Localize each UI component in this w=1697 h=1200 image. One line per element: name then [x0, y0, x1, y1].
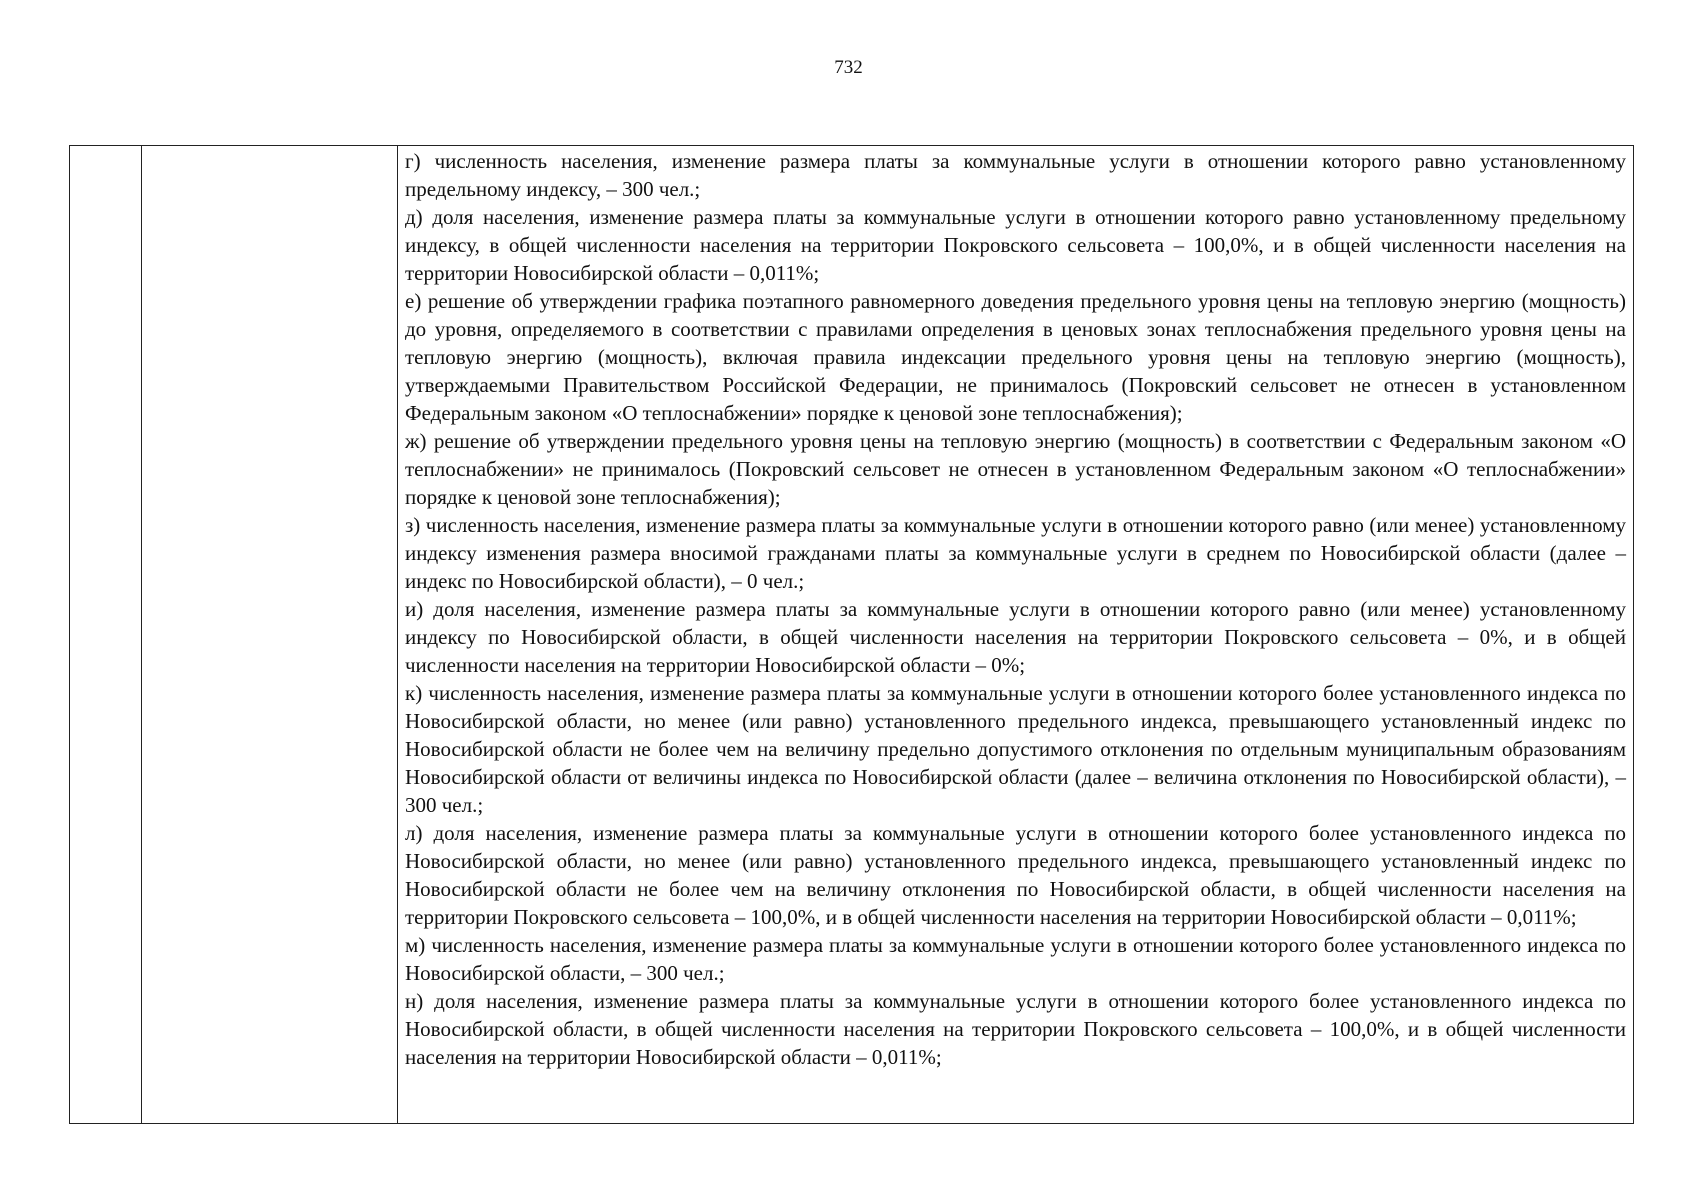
table-row [70, 146, 1634, 1124]
content-cell [398, 146, 1634, 1124]
paragraph-d: д) доля населения, изменение размера платы за коммунальные услуги в отношении которого равно установленному предельному индексу, в общей численности населения на территории Покровского сельсовета – 100,0%, и в общей численности населения на территории Новосибирской области – 0,011%; [405, 205, 1626, 285]
content-text [398, 146, 1633, 1071]
paragraph-e: е) решение об утверждении графика поэтапного равномерного доведения предельного уровня цены на тепловую энергию (мощность) до уровня, определяемого в соответствии с правилами определения в ценовых зонах теплоснабжения предельного уровня цены на тепловую энергию (мощность), включая правила индексации предельного уровня цены на тепловую энергию (мощность), утверждаемыми Правительством Российской Федерации, не принималось (Покровский сельсовет не отнесен в установленном Федеральным законом «О теплоснабжении» порядке к ценовой зоне теплоснабжения); [405, 289, 1626, 425]
paragraph-n: н) доля населения, изменение размера платы за коммунальные услуги в отношении которого более установленного индекса по Новосибирской области, в общей численности населения на территории Покровского сельсовета – 100,0%, и в общей численности населения на территории Новосибирской области – 0,011%; [405, 989, 1626, 1069]
page-number: 732 [834, 57, 863, 78]
paragraph-zh: ж) решение об утверждении предельного уровня цены на тепловую энергию (мощность) в соответствии с Федеральным законом «О теплоснабжении» не принималось (Покровский сельсовет не отнесен в установленном Федеральным законом «О теплоснабжении» порядке к ценовой зоне теплоснабжения); [405, 429, 1626, 509]
paragraph-g: г) численность населения, изменение размера платы за коммунальные услуги в отношении которого равно установленному предельному индексу, – 300 чел.; [405, 149, 1626, 201]
number-cell [70, 146, 142, 1124]
paragraph-l: л) доля населения, изменение размера платы за коммунальные услуги в отношении которого более установленного индекса по Новосибирской области, но менее (или равно) установленного предельного индекса, превышающего установленный индекс по Новосибирской области не более чем на величину отклонения по Новосибирской области, в общей численности населения на территории Покровского сельсовета – 100,0%, и в общей численности населения на территории Новосибирской области – 0,011%; [405, 821, 1626, 929]
indicator-cell [142, 146, 398, 1124]
paragraph-m: м) численность населения, изменение размера платы за коммунальные услуги в отношении которого более установленного индекса по Новосибирской области, – 300 чел.; [405, 933, 1626, 985]
paragraph-z: з) численность населения, изменение размера платы за коммунальные услуги в отношении которого равно (или менее) установленному индексу изменения размера вносимой гражданами платы за коммунальные услуги в среднем по Новосибирской области (далее – индекс по Новосибирской области), – 0 чел.; [405, 513, 1626, 593]
paragraph-i: и) доля населения, изменение размера платы за коммунальные услуги в отношении которого равно (или менее) установленному индексу по Новосибирской области, в общей численности населения на территории Покровского сельсовета – 0%, и в общей численности населения на территории Новосибирской области – 0%; [405, 597, 1626, 677]
paragraph-k: к) численность населения, изменение размера платы за коммунальные услуги в отношении которого более установленного индекса по Новосибирской области, но менее (или равно) установленного предельного индекса, превышающего установленный индекс по Новосибирской области не более чем на величину предельно допустимого отклонения по отдельным муниципальным образованиям Новосибирской области от величины индекса по Новосибирской области (далее – величина отклонения по Новосибирской области), – 300 чел.; [405, 681, 1626, 817]
document-table [69, 145, 1634, 1124]
